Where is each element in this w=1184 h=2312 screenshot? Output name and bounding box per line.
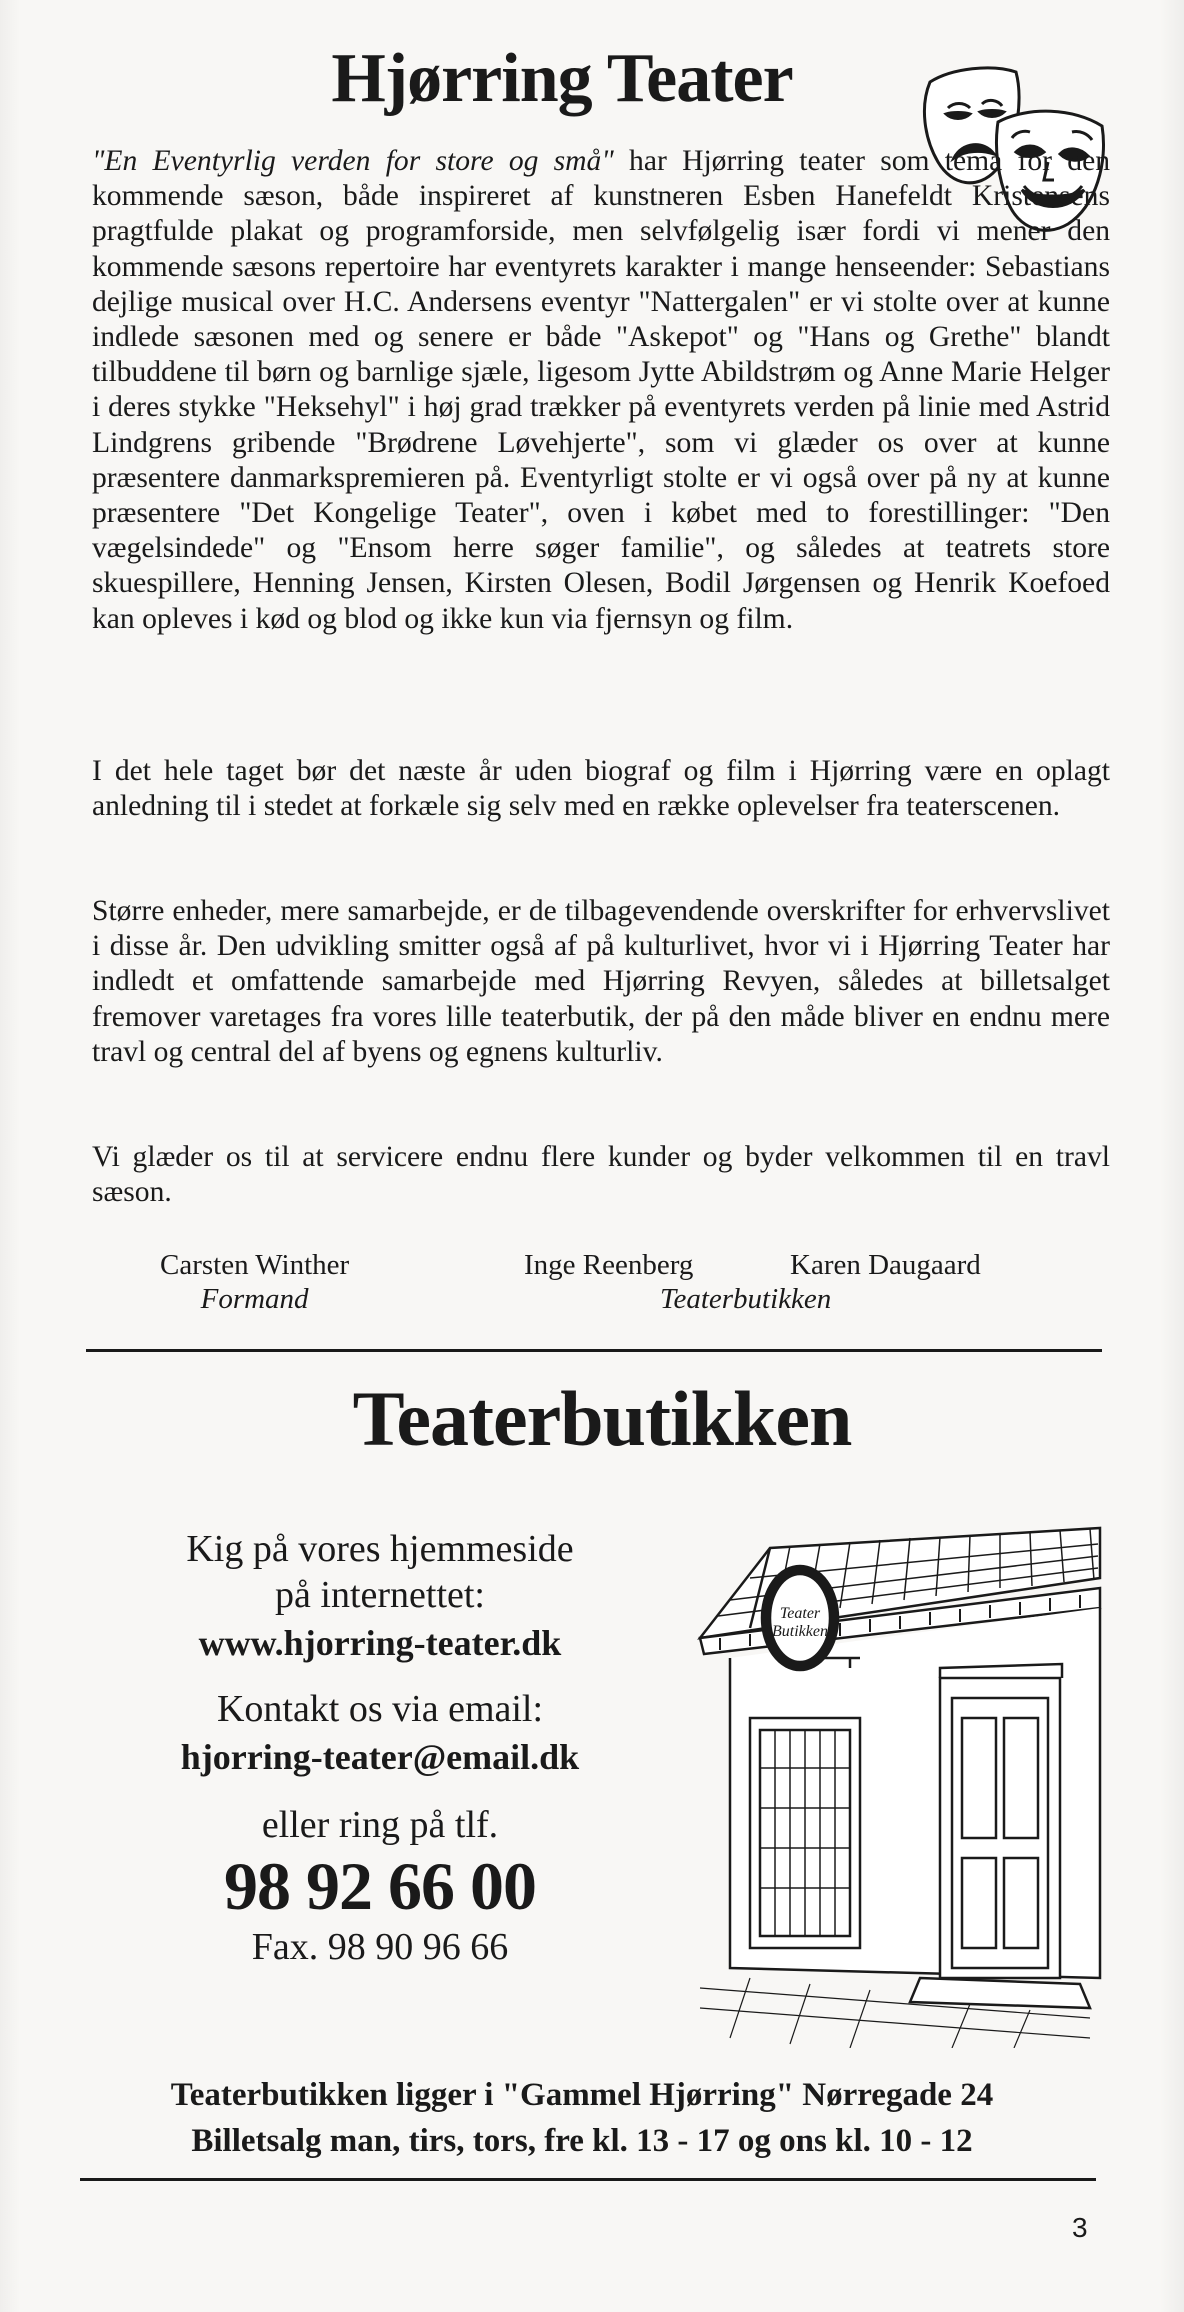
signature-name: Karen Daugaard — [790, 1249, 981, 1281]
phone-number[interactable]: 98 92 66 00 — [224, 1848, 536, 1924]
intro-quote: "En Eventyrlig verden for store og små" — [92, 145, 614, 177]
email-intro: Kontakt os via email: — [216, 1688, 544, 1730]
signature-karen — [790, 1248, 981, 1282]
shop-address: Teaterbutikken ligger i "Gammel Hjørring" Nørregade 24 — [170, 2077, 994, 2113]
paragraph-cooperation: Større enheder, mere samarbejde, er de tilbagevendende overskrifter for erhvervslivet i disse år. Den udvikling smitter også af på kulturlivet, hvor vi i Hjørring Teater har indledt et omfattende samarbejde med Hjørring Revyen, således at billetsalget fremover varetages fra vores lille teaterbutik, der på den måde bliver en endnu mere travl og central del af byens og egnens kulturliv. — [92, 895, 1110, 1068]
intro-paragraph — [92, 144, 1110, 637]
signature-inge — [524, 1248, 693, 1282]
signature-name: Inge Reenberg — [524, 1249, 694, 1281]
signature-role: Formand — [200, 1283, 309, 1315]
website-link[interactable]: www.hjorring-teater.dk — [198, 1623, 562, 1663]
page-number: 3 — [1072, 2212, 1088, 2243]
contact-block — [120, 1526, 640, 1970]
paragraph-cinema: I det hele taget bør det næste år uden biograf og film i Hjørring være en oplagt anledning til i stedet at forkæle sig selv med en række oplevelser fra teaterscenen. — [92, 755, 1110, 823]
shop-storefront-icon — [690, 1508, 1110, 2048]
section-divider — [86, 1349, 1102, 1352]
bottom-divider — [80, 2178, 1096, 2181]
website-intro-1: Kig på vores hjemmeside — [186, 1528, 574, 1570]
phone-intro: eller ring på tlf. — [261, 1804, 499, 1846]
paragraph-welcome: Vi glæder os til at servicere endnu flere kunder og byder velkommen til en travl sæson. — [92, 1141, 1110, 1209]
shop-sign-text-1: Teater — [779, 1605, 821, 1622]
fax-number: Fax. 98 90 96 66 — [251, 1926, 509, 1968]
ticket-hours: Billetsalg man, tirs, tors, fre kl. 13 - 17 og ons kl. 10 - 12 — [191, 2123, 973, 2159]
shop-sign-text-2: Butikken — [772, 1623, 828, 1640]
email-link[interactable]: hjorring-teater@email.dk — [180, 1737, 580, 1777]
signature-name: Carsten Winther — [160, 1249, 350, 1281]
intro-text: har Hjørring teater som tema for den kommende sæson, både inspireret af kunstneren Esben Hanefeldt Kristensens pragtfulde plakat og programforside, men selvfølgelig især fordi vi mener den kommende sæsons repertoire har eventyrets karakter i mange henseender: Sebastians dejlige musical over H.C. Andersens eventyr "Nattergalen" er vi stolte over at kunne indlede sæsonen med og senere er både "Askepot" og "Hans og Grethe" blandt tilbuddene til børn og barnlige sjæle, ligesom Jytte Abildstrøm og Anne Marie Helger i deres stykke "Heksehyl" i høj grad trækker på eventyrets verden på linie med Astrid Lindgrens gribende "Brødrene Løvehjerte", som vi glæder os over at kunne præsentere danmarkspremieren på. Eventyrligt stolte er vi også over på ny at kunne præsentere "Det Kongelige Teater", oven i købet med to forestillinger: "Den vægelsindede" og "Ensom herre søger familie", og således at teatrets store skuespillere, Henning Jensen, Kirsten Olesen, Bodil Jørgensen og Henrik Koefoed kan opleves i kød og blod og ikke kun via fjernsyn og film. — [92, 145, 1111, 635]
shop-title: Teaterbutikken — [352, 1375, 852, 1462]
signature-shared-role: Teaterbutikken — [660, 1283, 832, 1315]
signature-chairman — [160, 1248, 349, 1316]
page-title: Hjørring Teater — [331, 40, 793, 117]
website-intro-2: på internettet: — [275, 1574, 485, 1616]
